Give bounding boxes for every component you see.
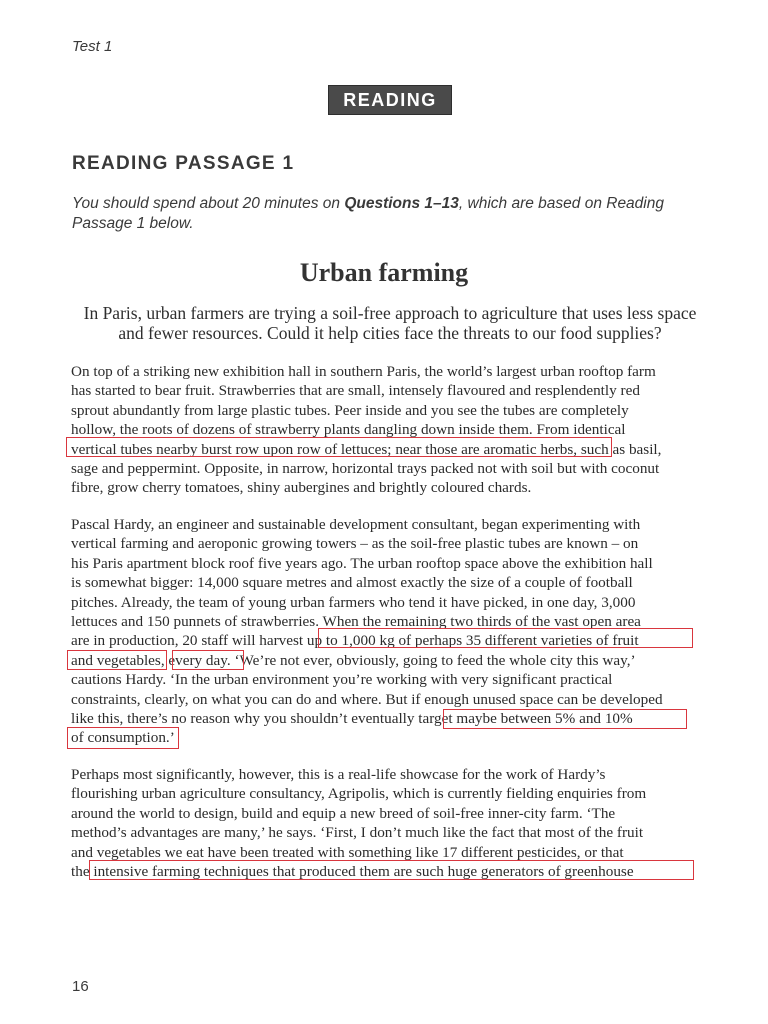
article-subtitle: In Paris, urban farmers are trying a soil-free approach to agriculture that uses less space and fewer resources. Could it help cities face the threats to our food supplies? xyxy=(83,303,697,343)
paragraph-line: fibre, grow cherry tomatoes, shiny aubergines and brightly coloured chards. xyxy=(71,479,532,497)
paragraph-line: Perhaps most significantly, however, this is a real-life showcase for the work of Hardy’s xyxy=(71,766,606,783)
paragraph-line: has started to bear fruit. Strawberries that are small, intensely flavoured and resplendently red xyxy=(71,382,640,400)
paragraph-line: vertical farming and aeroponic growing towers – as the soil-free plastic tubes are known – on xyxy=(71,535,639,553)
page-number: 16 xyxy=(72,978,89,995)
paragraph-line: are in production, 20 staff will harvest up to 1,000 kg of perhaps 35 different varieties of fruit xyxy=(71,632,639,650)
paragraph-1 xyxy=(71,362,711,498)
paragraph-line: of consumption.’ xyxy=(71,729,175,747)
test-label: Test 1 xyxy=(72,38,113,55)
paragraph-line: hollow, the roots of dozens of strawberry plants dangling down inside them. From identical xyxy=(71,421,626,439)
paragraph-line: sage and peppermint. Opposite, in narrow, horizontal trays packed not with soil but with coconut xyxy=(71,460,660,478)
paragraph-line: On top of a striking new exhibition hall in southern Paris, the world’s largest urban rooftop farm xyxy=(71,363,656,380)
paragraph-line: lettuces and 150 punnets of strawberries. When the remaining two thirds of the vast open area xyxy=(71,613,641,631)
instructions xyxy=(72,194,712,234)
paragraph-line: cautions Hardy. ‘In the urban environment you’re working with very significant practical xyxy=(71,671,613,689)
paragraph-line: flourishing urban agriculture consultancy, Agripolis, which is currently fielding enquiries from xyxy=(71,785,647,803)
section-badge: READING xyxy=(328,85,452,115)
paragraph-line: vertical tubes nearby burst row upon row of lettuces; near those are aromatic herbs, such as basil, xyxy=(71,440,662,458)
paragraph-line: around the world to design, build and equip a new breed of soil-free inner-city farm. ‘The xyxy=(71,804,616,822)
paragraph-line: constraints, clearly, on what you can do and where. But if enough unused space can be developed xyxy=(71,690,663,708)
paragraph-line: sprout abundantly from large plastic tubes. Peer inside and you see the tubes are completely xyxy=(71,401,629,419)
paragraph-line: method’s advantages are many,’ he says. ‘First, I don’t much like the fact that most of the fruit xyxy=(71,824,644,842)
paragraph-line: his Paris apartment block roof five years ago. The urban rooftop space above the exhibition hall xyxy=(71,554,653,572)
paragraph-line: like this, there’s no reason why you shouldn’t eventually target maybe between 5% and 10% xyxy=(71,710,633,728)
paragraph-3 xyxy=(71,765,711,881)
paragraph-line: is somewhat bigger: 14,000 square metres and almost exactly the size of a couple of football xyxy=(71,574,633,592)
paragraph-2 xyxy=(71,515,711,748)
paragraph-line: and vegetables we eat have been treated with something like 17 different pesticides, or that xyxy=(71,843,624,861)
instructions-questions: Questions 1–13 xyxy=(344,195,459,212)
paragraph-line: the intensive farming techniques that produced them are such huge generators of greenhouse xyxy=(71,863,634,881)
paragraph-line: Pascal Hardy, an engineer and sustainable development consultant, began experimenting with xyxy=(71,516,641,533)
article-title: Urban farming xyxy=(299,258,469,287)
instructions-text-after: , which are based on Reading Passage 1 below. xyxy=(72,195,664,232)
paragraph-line: pitches. Already, the team of young urban farmers who tend it have picked, in one day, 3,000 xyxy=(71,593,636,611)
passage-heading: READING PASSAGE 1 xyxy=(72,153,295,174)
instructions-text-before: You should spend about 20 minutes on xyxy=(72,195,345,212)
paragraph-line: and vegetables, every day. ‘We’re not ever, obviously, going to feed the whole city this way,’ xyxy=(71,651,636,669)
